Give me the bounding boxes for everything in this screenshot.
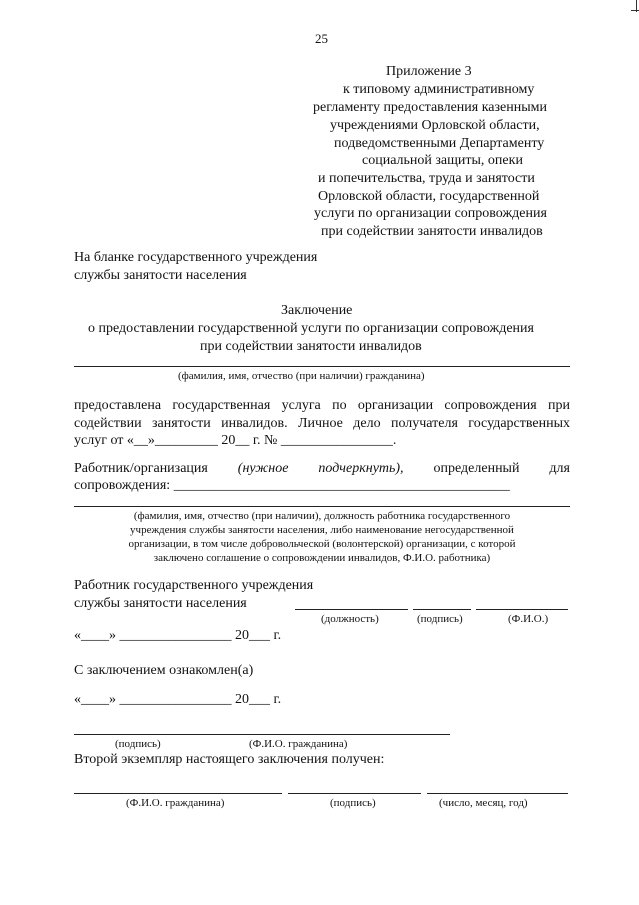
position-line bbox=[295, 609, 408, 610]
second-copy-fio-line bbox=[74, 793, 282, 794]
appendix-line: социальной защиты, опеки bbox=[362, 153, 523, 168]
employee-label: службы занятости населения bbox=[74, 596, 247, 611]
fio-caption: (Ф.И.О. гражданина) bbox=[249, 738, 348, 750]
second-copy-date-line bbox=[427, 793, 568, 794]
appendix-line: и попечительства, труда и занятости bbox=[318, 171, 535, 186]
fio-caption: (Ф.И.О.) bbox=[508, 613, 549, 625]
body-text-line: услуг от «__»_________ 20__ г. № ________________. bbox=[74, 433, 397, 448]
appendix-line: услуги по организации сопровождения bbox=[314, 206, 547, 221]
worker-caption-line: учреждения службы занятости населения, либо наименование негосударственной bbox=[130, 524, 514, 536]
blank-note-line: На бланке государственного учреждения bbox=[74, 250, 318, 265]
blank-note-line: службы занятости населения bbox=[74, 268, 247, 283]
worker-word: подчеркнуть), bbox=[318, 461, 404, 476]
document-subtitle: при содействии занятости инвалидов bbox=[200, 339, 422, 354]
signature-line bbox=[413, 609, 471, 610]
fio-caption: (Ф.И.О. гражданина) bbox=[126, 797, 225, 809]
acquainted-date: «____» ________________ 20___ г. bbox=[74, 692, 282, 707]
acquainted-label: С заключением ознакомлен(а) bbox=[74, 663, 254, 678]
worker-word: (нужное bbox=[237, 461, 289, 476]
fio-caption: (фамилия, имя, отчество (при наличии) гражданина) bbox=[178, 370, 425, 382]
acquainted-sign-line bbox=[74, 734, 450, 735]
date-caption: (число, месяц, год) bbox=[439, 797, 528, 809]
worker-line bbox=[74, 461, 570, 477]
worker-word: определенный bbox=[433, 461, 520, 476]
signature-caption: (подпись) bbox=[417, 613, 463, 625]
fio-line bbox=[74, 366, 570, 367]
document-title: Заключение bbox=[281, 303, 353, 318]
signature-caption: (подпись) bbox=[115, 738, 161, 750]
appendix-line: Орловской области, государственной bbox=[318, 189, 540, 204]
body-text-line: содействии занятости инвалидов. Личное дело получателя государственных bbox=[74, 416, 570, 431]
worker-caption-line: (фамилия, имя, отчество (при наличии), должность работника государственного bbox=[133, 510, 511, 522]
appendix-line: Приложение 3 bbox=[386, 64, 472, 79]
position-caption: (должность) bbox=[321, 613, 379, 625]
second-copy-label: Второй экземпляр настоящего заключения получен: bbox=[74, 752, 385, 767]
appendix-line: регламенту предоставления казенными bbox=[313, 100, 547, 115]
employee-date: «____» ________________ 20___ г. bbox=[74, 628, 282, 643]
worker-word: Работник/организация bbox=[74, 461, 208, 476]
fio-sign-line bbox=[476, 609, 568, 610]
appendix-line: к типовому административному bbox=[343, 82, 535, 97]
worker-detail-line bbox=[74, 506, 570, 507]
appendix-line: при содействии занятости инвалидов bbox=[321, 224, 543, 239]
signature-caption: (подпись) bbox=[330, 797, 376, 809]
document-subtitle: о предоставлении государственной услуги по организации сопровождения bbox=[88, 321, 534, 336]
appendix-line: учреждениями Орловской области, bbox=[330, 118, 540, 133]
worker-line: сопровождения: ________________________________________________ bbox=[74, 478, 510, 493]
body-text-line: предоставлена государственная услуга по организации сопровождения при bbox=[74, 398, 570, 413]
employee-label: Работник государственного учреждения bbox=[74, 578, 314, 593]
worker-caption-line: организации, в том числе добровольческой (волонтерской) организации, с которой bbox=[128, 538, 516, 550]
worker-word: для bbox=[549, 461, 570, 476]
second-copy-signature-line bbox=[288, 793, 421, 794]
page-corner-mark bbox=[625, 0, 639, 14]
page-number: 25 bbox=[315, 31, 328, 46]
worker-caption-line: заключено соглашение о сопровождении инвалидов, Ф.И.О. работника) bbox=[153, 552, 491, 564]
appendix-line: подведомственными Департаменту bbox=[334, 136, 545, 151]
